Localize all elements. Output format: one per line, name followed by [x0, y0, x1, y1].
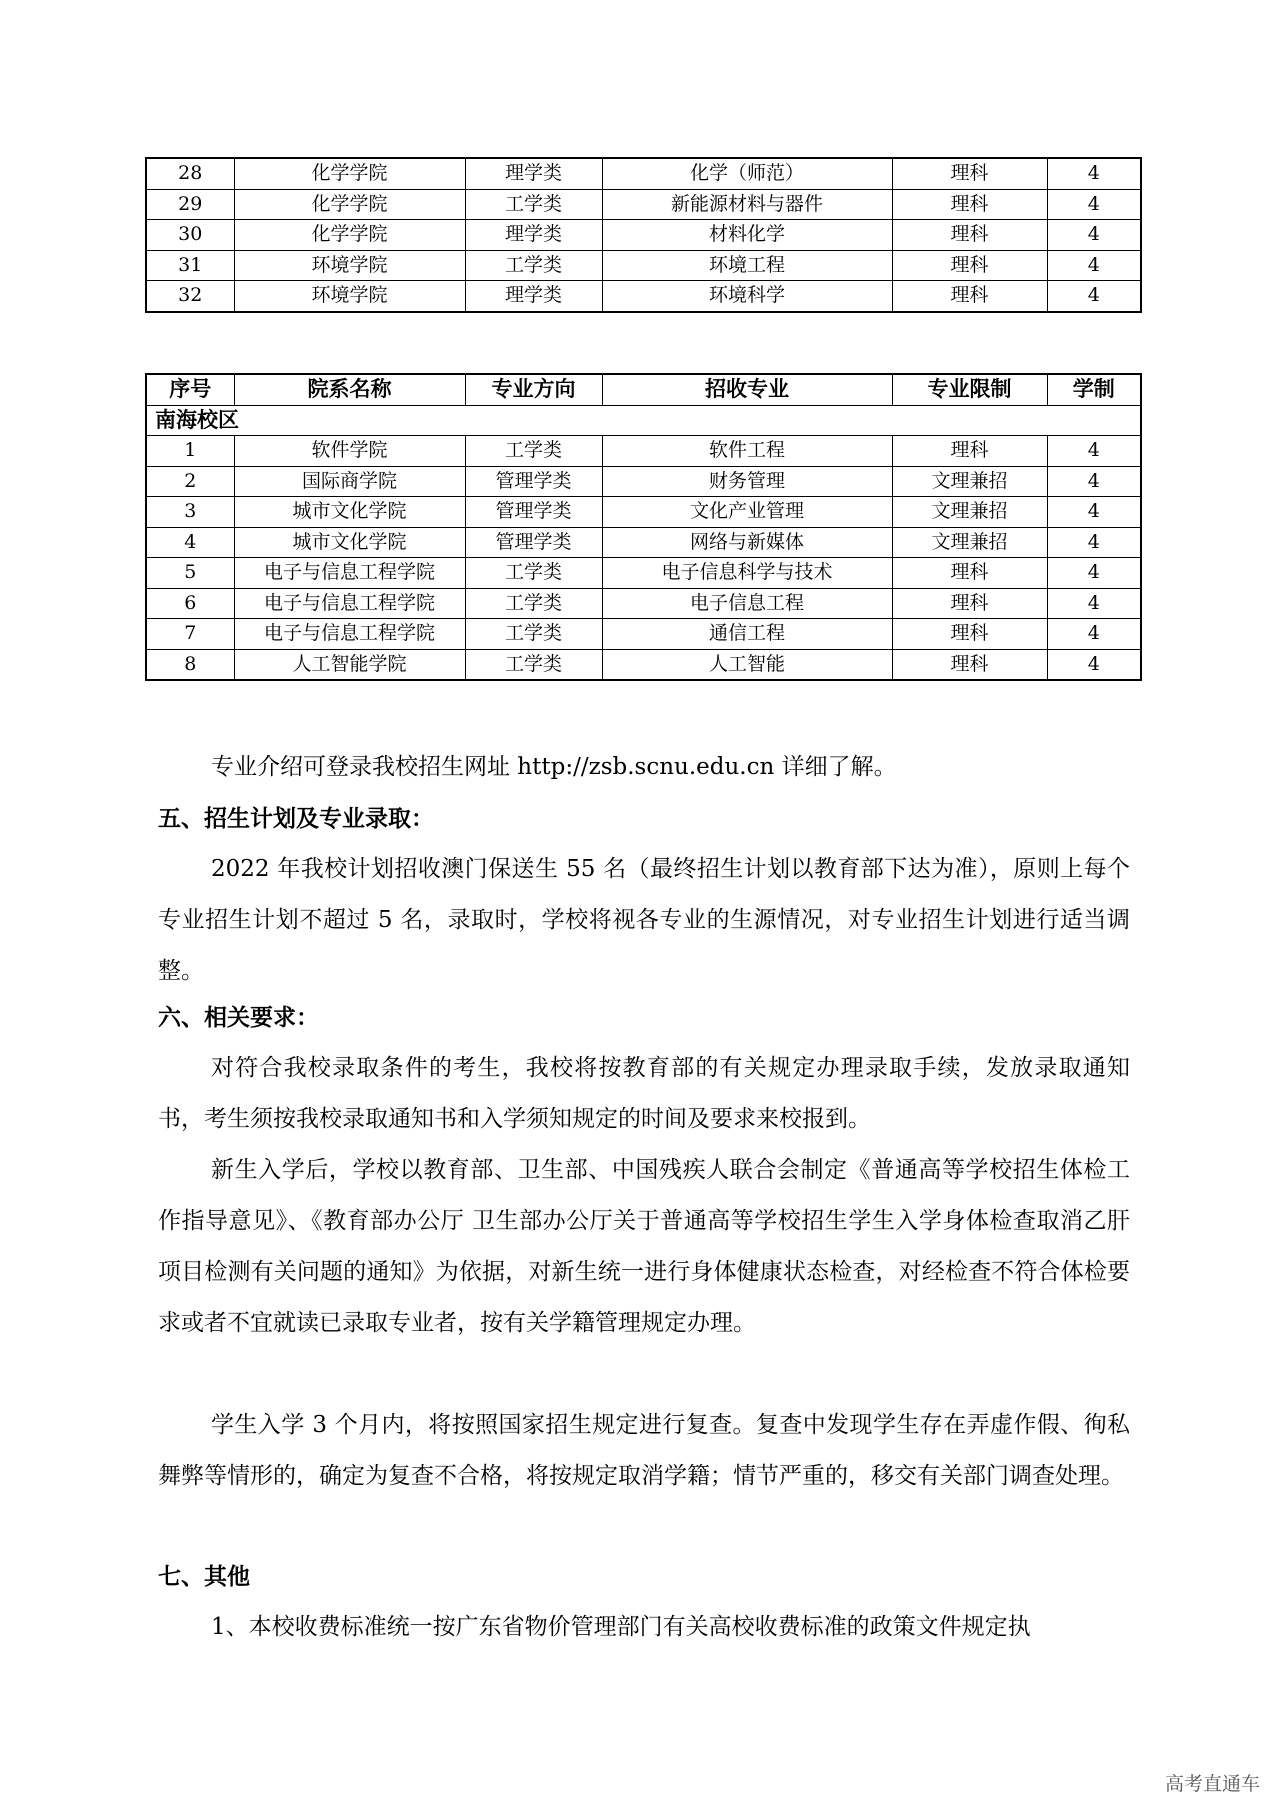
cell-major: 文化产业管理 — [602, 497, 892, 528]
cell-major: 电子信息科学与技术 — [602, 558, 892, 589]
cell-direction: 工学类 — [465, 619, 602, 650]
cell-department: 城市文化学院 — [234, 527, 465, 558]
majors-table-continued — [145, 157, 1142, 313]
cell-restriction: 文理兼招 — [892, 527, 1047, 558]
cell-major: 通信工程 — [602, 619, 892, 650]
cell-department: 环境学院 — [234, 250, 465, 281]
cell-major: 软件工程 — [602, 436, 892, 467]
header-index: 序号 — [146, 374, 234, 405]
section-6-paragraph-2: 新生入学后，学校以教育部、卫生部、中国残疾人联合会制定《普通高等学校招生体检工作指导意见》、《教育部办公厅 卫生部办公厅关于普通高等学校招生学生入学身体检查取消乙肝项目检测有关问题的通知》为依据，对新生统一进行身体健康状态检查，对经检查不符合体检要求或者不宜就读已录取专业者，按有关学籍管理规定办理。 — [158, 1157, 1130, 1336]
cell-duration: 4 — [1047, 436, 1141, 467]
cell-major: 电子信息工程 — [602, 588, 892, 619]
intro-paragraph: 专业介绍可登录我校招生网址 http://zsb.scnu.edu.cn 详细了解。 — [211, 754, 897, 780]
table-row — [146, 619, 1141, 650]
section-6-paragraph-3: 学生入学 3 个月内，将按照国家招生规定进行复查。复查中发现学生存在弄虚作假、徇私舞弊等情形的，确定为复查不合格，将按规定取消学籍；情节严重的，移交有关部门调查处理。 — [158, 1412, 1130, 1489]
header-major: 招收专业 — [602, 374, 892, 405]
section-5-paragraph: 2022 年我校计划招收澳门保送生 55 名（最终招生计划以教育部下达为准），原则上每个专业招生计划不超过 5 名，录取时，学校将视各专业的生源情况，对专业招生计划进行适当调整。 — [158, 856, 1130, 984]
cell-major: 网络与新媒体 — [602, 527, 892, 558]
cell-direction: 理学类 — [465, 281, 602, 312]
cell-index: 5 — [146, 558, 234, 589]
cell-duration: 4 — [1047, 250, 1141, 281]
cell-department: 化学学院 — [234, 189, 465, 220]
cell-restriction: 理科 — [892, 619, 1047, 650]
table-row — [146, 189, 1141, 220]
cell-index: 28 — [146, 158, 234, 189]
cell-direction: 工学类 — [465, 588, 602, 619]
cell-duration: 4 — [1047, 588, 1141, 619]
cell-index: 2 — [146, 466, 234, 497]
campus-label: 南海校区 — [146, 405, 1141, 436]
cell-direction: 理学类 — [465, 158, 602, 189]
cell-index: 1 — [146, 436, 234, 467]
cell-direction: 管理学类 — [465, 466, 602, 497]
cell-duration: 4 — [1047, 619, 1141, 650]
table-header-row — [146, 374, 1141, 405]
cell-restriction: 文理兼招 — [892, 466, 1047, 497]
cell-duration: 4 — [1047, 649, 1141, 680]
cell-major: 环境科学 — [602, 281, 892, 312]
cell-restriction: 文理兼招 — [892, 497, 1047, 528]
cell-restriction: 理科 — [892, 649, 1047, 680]
cell-duration: 4 — [1047, 466, 1141, 497]
cell-department: 环境学院 — [234, 281, 465, 312]
cell-major: 环境工程 — [602, 250, 892, 281]
cell-restriction: 理科 — [892, 250, 1047, 281]
table-row — [146, 649, 1141, 680]
table-row — [146, 527, 1141, 558]
cell-restriction: 理科 — [892, 220, 1047, 251]
header-restriction: 专业限制 — [892, 374, 1047, 405]
cell-major: 财务管理 — [602, 466, 892, 497]
cell-department: 电子与信息工程学院 — [234, 588, 465, 619]
cell-duration: 4 — [1047, 189, 1141, 220]
cell-direction: 工学类 — [465, 558, 602, 589]
cell-department: 化学学院 — [234, 220, 465, 251]
cell-restriction: 理科 — [892, 588, 1047, 619]
cell-department: 化学学院 — [234, 158, 465, 189]
cell-duration: 4 — [1047, 497, 1141, 528]
section-7-heading: 七、其他 — [158, 1564, 250, 1590]
header-department: 院系名称 — [234, 374, 465, 405]
table-row — [146, 497, 1141, 528]
cell-department: 国际商学院 — [234, 466, 465, 497]
cell-direction: 工学类 — [465, 250, 602, 281]
cell-restriction: 理科 — [892, 558, 1047, 589]
cell-index: 6 — [146, 588, 234, 619]
header-direction: 专业方向 — [465, 374, 602, 405]
cell-restriction: 理科 — [892, 436, 1047, 467]
cell-duration: 4 — [1047, 281, 1141, 312]
cell-department: 人工智能学院 — [234, 649, 465, 680]
cell-index: 31 — [146, 250, 234, 281]
cell-department: 电子与信息工程学院 — [234, 558, 465, 589]
table-row — [146, 466, 1141, 497]
cell-major: 人工智能 — [602, 649, 892, 680]
cell-index: 8 — [146, 649, 234, 680]
cell-major: 新能源材料与器件 — [602, 189, 892, 220]
cell-department: 城市文化学院 — [234, 497, 465, 528]
table-row — [146, 558, 1141, 589]
section-7-paragraph: 1、本校收费标准统一按广东省物价管理部门有关高校收费标准的政策文件规定执 — [211, 1614, 1031, 1640]
cell-direction: 工学类 — [465, 649, 602, 680]
cell-index: 32 — [146, 281, 234, 312]
header-duration: 学制 — [1047, 374, 1141, 405]
cell-major: 化学（师范） — [602, 158, 892, 189]
majors-table-nanhai — [145, 373, 1142, 681]
cell-duration: 4 — [1047, 158, 1141, 189]
cell-department: 电子与信息工程学院 — [234, 619, 465, 650]
cell-restriction: 理科 — [892, 158, 1047, 189]
cell-department: 软件学院 — [234, 436, 465, 467]
cell-duration: 4 — [1047, 527, 1141, 558]
cell-index: 4 — [146, 527, 234, 558]
cell-direction: 工学类 — [465, 436, 602, 467]
cell-restriction: 理科 — [892, 189, 1047, 220]
section-6-paragraph-1: 对符合我校录取条件的考生，我校将按教育部的有关规定办理录取手续，发放录取通知书，考生须按我校录取通知书和入学须知规定的时间及要求来校报到。 — [158, 1055, 1130, 1132]
table-row — [146, 281, 1141, 312]
cell-direction: 工学类 — [465, 189, 602, 220]
table-row — [146, 158, 1141, 189]
cell-restriction: 理科 — [892, 281, 1047, 312]
watermark-text: 高考直通车 — [1164, 1773, 1260, 1795]
cell-duration: 4 — [1047, 220, 1141, 251]
table-row — [146, 250, 1141, 281]
section-5-heading: 五、招生计划及专业录取： — [158, 806, 434, 832]
cell-major: 材料化学 — [602, 220, 892, 251]
cell-index: 30 — [146, 220, 234, 251]
cell-direction: 管理学类 — [465, 497, 602, 528]
section-6-heading: 六、相关要求： — [158, 1005, 319, 1031]
cell-index: 7 — [146, 619, 234, 650]
cell-direction: 管理学类 — [465, 527, 602, 558]
table-row — [146, 436, 1141, 467]
cell-direction: 理学类 — [465, 220, 602, 251]
cell-index: 29 — [146, 189, 234, 220]
table-row — [146, 220, 1141, 251]
cell-index: 3 — [146, 497, 234, 528]
cell-duration: 4 — [1047, 558, 1141, 589]
campus-row — [146, 405, 1141, 436]
table-row — [146, 588, 1141, 619]
